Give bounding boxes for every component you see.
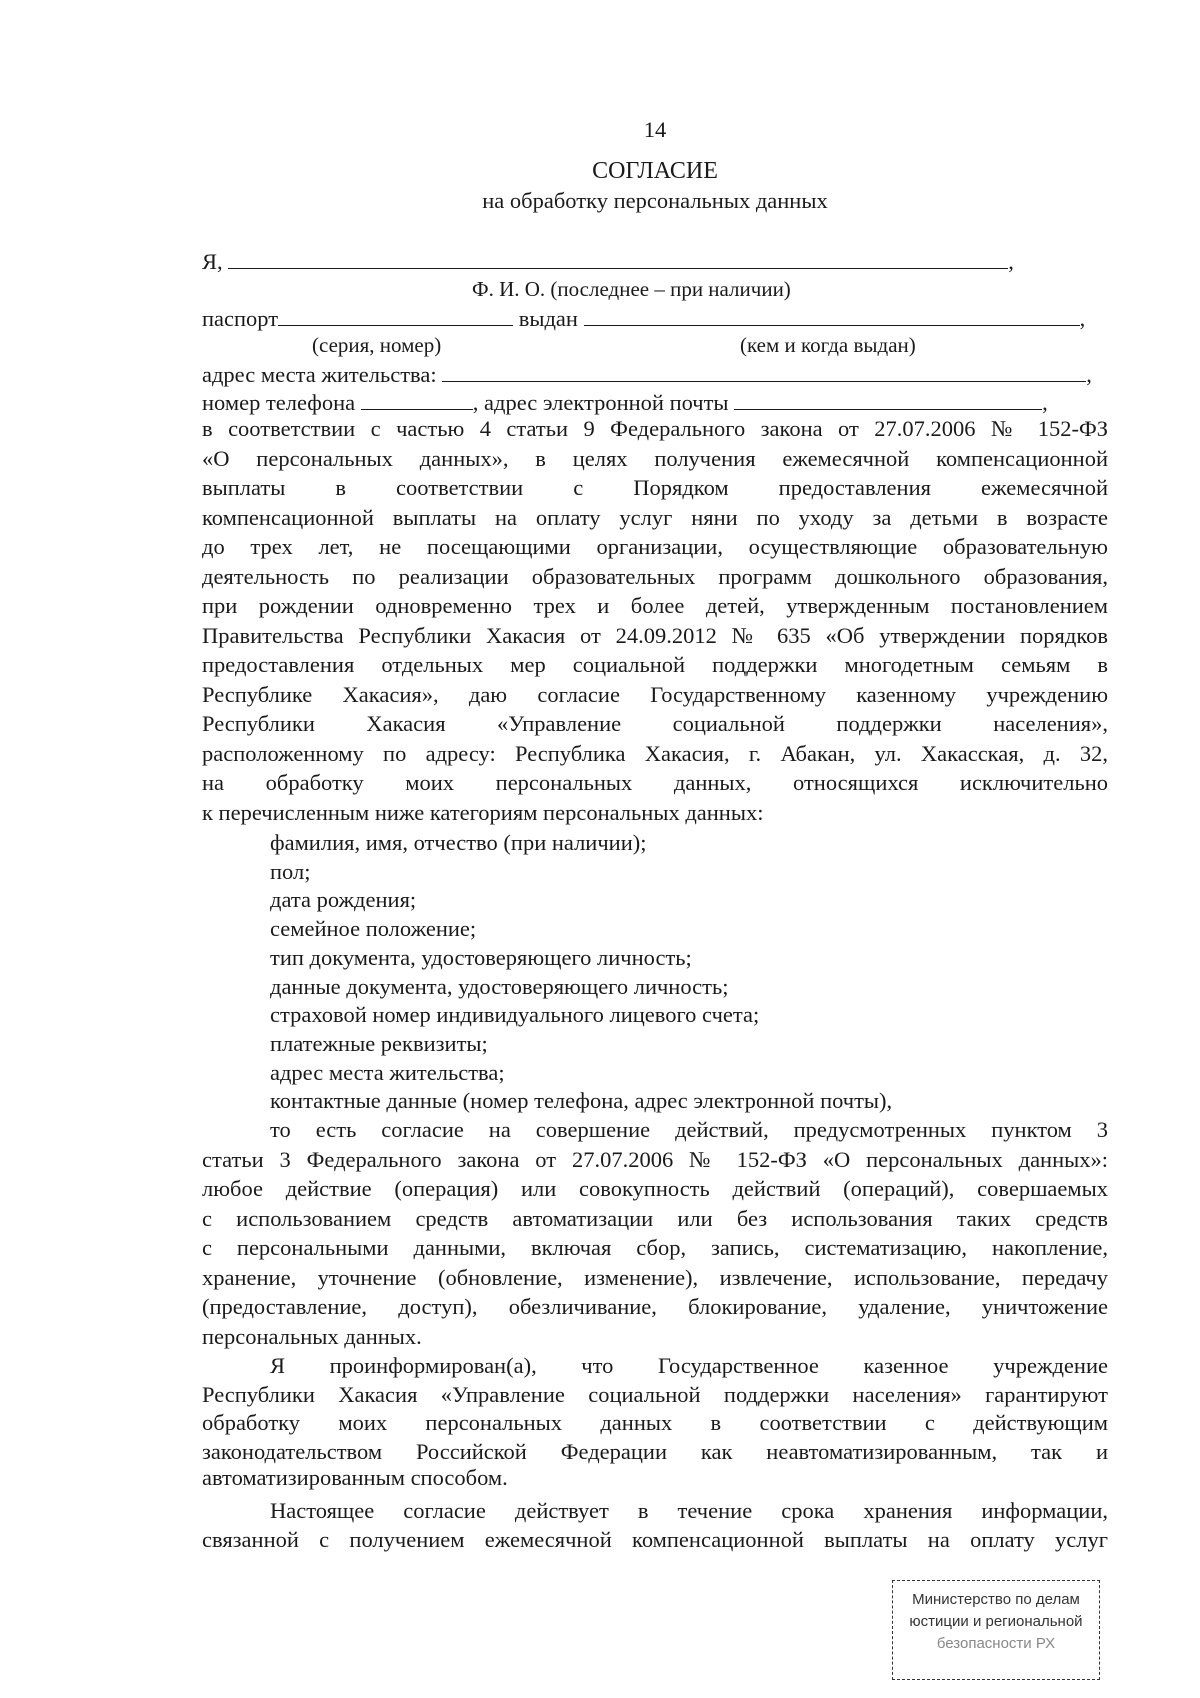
issued-by-field[interactable]	[584, 303, 1080, 326]
text-line: на обработку моих персональных данных, относящихся исключительно	[202, 770, 1108, 795]
fio-caption: Ф. И. О. (последнее – при наличии)	[472, 277, 791, 301]
text-line: предоставления отдельных мер социальной поддержки многодетным семьям в	[202, 652, 1108, 677]
text-line: Республике Хакасия», даю согласие Государственному казенному учреждению	[202, 681, 1108, 707]
stamp-line-2: юстиции и региональной	[909, 1613, 1083, 1630]
text-line: расположенному по адресу: Республика Хакасия, г. Абакан, ул. Хакасская, д. 32,	[202, 740, 1108, 766]
passport-label: паспорт	[202, 306, 279, 331]
category-item: адрес места жительства;	[270, 1059, 505, 1085]
email-label: , адрес электронной почты	[472, 390, 729, 415]
text-line: в соответствии с частью 4 статьи 9 Федерального закона от 27.07.2006 № 152-ФЗ	[202, 416, 1108, 441]
category-item: фамилия, имя, отчество (при наличии);	[270, 830, 647, 855]
address-row	[202, 359, 1092, 389]
stamp-line-1: Министерство по делам	[912, 1591, 1080, 1608]
phone-label: номер телефона	[202, 390, 356, 415]
text-line: обработку моих персональных данных в соответствии с действующим	[202, 1410, 1108, 1435]
category-item: страховой номер индивидуального лицевого счета;	[270, 1002, 760, 1028]
address-field[interactable]	[442, 359, 1086, 382]
passport-series-field[interactable]	[278, 303, 513, 326]
category-item: контактные данные (номер телефона, адрес электронной почты),	[270, 1088, 893, 1114]
text-line: связанной с получением ежемесячной компенсационной выплаты на оплату услуг	[202, 1526, 1108, 1552]
text-line: компенсационной выплаты на оплату услуг няни по уходу за детьми в возрасте	[202, 504, 1108, 530]
issued-label: выдан	[518, 306, 578, 331]
stamp-line-3: безопасности РХ	[936, 1635, 1056, 1652]
text-line: до трех лет, не посещающими организации, осуществляющие образовательную	[202, 534, 1108, 559]
text-line: Настоящее согласие действует в течение срока хранения информации,	[270, 1498, 1108, 1523]
text-line: Правительства Республики Хакасия от 24.09.2012 № 635 «Об утверждении порядков	[202, 622, 1108, 648]
category-item: семейное положение;	[270, 916, 477, 942]
issued-caption: (кем и когда выдан)	[740, 333, 916, 357]
text-line: с персональными данными, включая сбор, запись, систематизацию, накопление,	[202, 1235, 1108, 1260]
paragraph-informed-last: автоматизированным способом.	[202, 1465, 508, 1490]
text-line: «О персональных данных», в целях получения ежемесячной компенсационной	[202, 445, 1108, 471]
text-line: при рождении одновременно трех и более детей, утвержденным постановлением	[202, 593, 1108, 618]
passport-row	[202, 303, 1085, 333]
text-line: Республики Хакасия «Управление социальной поддержки населения»,	[202, 711, 1108, 736]
text-line: хранение, уточнение (обновление, изменение), извлечение, использование, передачу	[202, 1264, 1108, 1290]
text-line: деятельность по реализации образовательных программ дошкольного образования,	[202, 563, 1108, 589]
category-item: дата рождения;	[270, 887, 417, 913]
phone-field[interactable]	[361, 387, 473, 410]
address-label: адрес места жительства:	[202, 362, 437, 387]
address-comma: ,	[1086, 362, 1092, 387]
ya-label: Я,	[202, 249, 223, 274]
category-item: пол;	[270, 858, 311, 884]
registry-stamp	[892, 1580, 1100, 1680]
contact-comma: ,	[1042, 390, 1048, 415]
category-item: данные документа, удостоверяющего личность;	[270, 973, 729, 999]
fio-comma: ,	[1008, 249, 1014, 274]
passport-comma: ,	[1079, 306, 1086, 331]
text-line: любое действие (операция) или совокупность действий (операций), совершаемых	[202, 1176, 1108, 1201]
fio-field[interactable]	[228, 246, 1008, 269]
paragraph-consent-basis-last: к перечисленным ниже категориям персональных данных:	[202, 800, 764, 825]
text-line: Республики Хакасия «Управление социальной поддержки населения» гарантируют	[202, 1381, 1108, 1407]
text-line: с использованием средств автоматизации или без использования таких средств	[202, 1205, 1108, 1231]
category-item: платежные реквизиты;	[270, 1030, 488, 1056]
document-subtitle: на обработку персональных данных	[482, 188, 828, 213]
page-number: 14	[643, 117, 667, 142]
series-caption: (серия, номер)	[312, 333, 442, 357]
document-title: СОГЛАСИЕ	[592, 158, 718, 184]
text-line: Я проинформирован(а), что Государственное казенное учреждение	[270, 1353, 1108, 1378]
fio-row	[202, 246, 1014, 276]
text-line: выплаты в соответствии с Порядком предоставления ежемесячной	[202, 475, 1108, 500]
text-line: законодательством Российской Федерации как неавтоматизированным, так и	[202, 1438, 1108, 1464]
contact-row	[202, 387, 1048, 417]
text-line: статьи 3 Федерального закона от 27.07.2006 № 152-ФЗ «О персональных данных»:	[202, 1146, 1108, 1172]
paragraph-actions-last: персональных данных.	[202, 1324, 422, 1349]
email-field[interactable]	[734, 387, 1042, 410]
text-line: (предоставление, доступ), обезличивание, блокирование, удаление, уничтожение	[202, 1294, 1108, 1319]
text-line: то есть согласие на совершение действий, предусмотренных пунктом 3	[270, 1117, 1108, 1142]
category-item: тип документа, удостоверяющего личность;	[270, 944, 692, 970]
